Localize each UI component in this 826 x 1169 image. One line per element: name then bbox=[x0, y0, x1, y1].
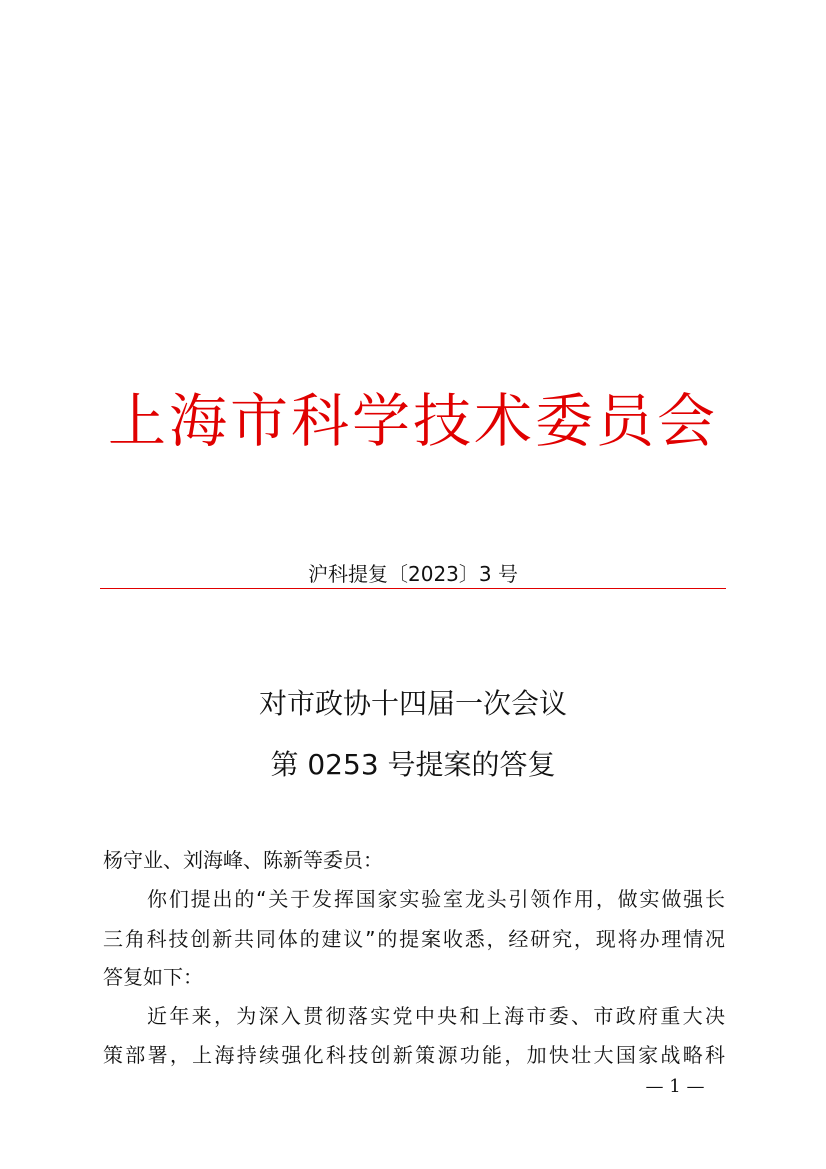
document-number: 沪科提复〔2023〕3 号 bbox=[308, 562, 518, 586]
red-divider-line bbox=[100, 588, 726, 589]
paragraph-2-line-1: 近年来，为深入贯彻落实党中央和上海市委、市政府重大决 bbox=[147, 1004, 725, 1028]
paragraph-1-line-3: 答复如下： bbox=[103, 965, 203, 989]
paragraph-1-line-1: 你们提出的“关于发挥国家实验室龙头引领作用，做实做强长 bbox=[147, 887, 725, 911]
organization-title: 上海市科学技术委员会 bbox=[107, 387, 718, 455]
page-number: — 1 — bbox=[645, 1076, 705, 1097]
reply-title-line-1: 对市政协十四届一次会议 bbox=[258, 687, 567, 720]
salutation: 杨守业、刘海峰、陈新等委员： bbox=[103, 848, 383, 872]
paragraph-1-line-2: 三角科技创新共同体的建议”的提案收悉，经研究，现将办理情况 bbox=[103, 927, 725, 951]
paragraph-2-line-2: 策部署，上海持续强化科技创新策源功能，加快壮大国家战略科 bbox=[103, 1043, 725, 1067]
reply-title-line-2: 第 0253 号提案的答复 bbox=[270, 748, 556, 781]
